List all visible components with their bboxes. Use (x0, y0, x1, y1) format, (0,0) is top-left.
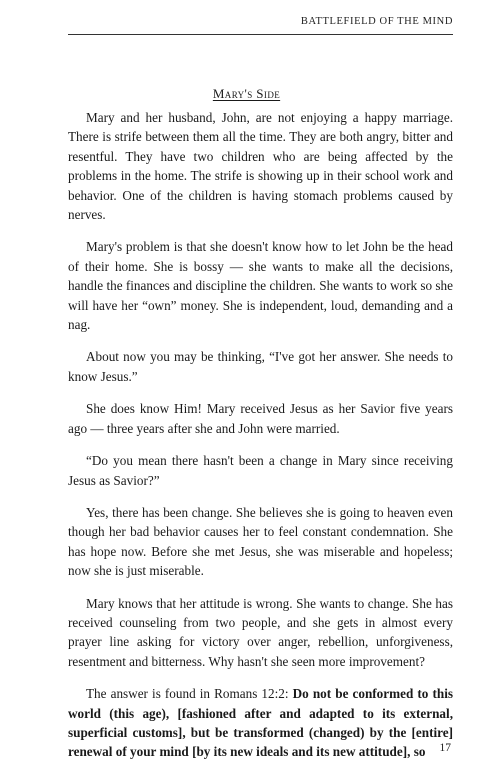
section-title: Mary's Side (212, 86, 281, 101)
paragraph: Yes, there has been change. She believes she is going to heaven even though her bad behavior causes her to feel constant condemnation. She has hope now. Before she met Jesus, she was miserable and hopeless; now she is just miserable. (68, 504, 453, 579)
running-head: BATTLEFIELD OF THE MIND (300, 16, 453, 27)
paragraph: “Do you mean there hasn't been a change in Mary since receiving Jesus as Savior?” (68, 453, 453, 488)
paragraph-scripture (68, 684, 453, 762)
scripture-intro: The answer is found in Romans 12:2: (86, 686, 293, 702)
header-rule (68, 34, 453, 35)
paragraph: Mary and her husband, John, are not enjoying a happy marriage. There is strife between them all the time. They are both angry, bitter and resentful. They have two children who are being affected by the problems in the home. The strife is showing up in their school work and behavior. One of the children is having stomach problems caused by nerves. (68, 110, 453, 223)
paragraph: Mary's problem is that she doesn't know how to let John be the head of their home. She is bossy — she wants to make all the decisions, handle the finances and discipline the children. She wants to work so she will have her “own” money. She is independent, loud, demanding and a nag. (68, 239, 453, 333)
body-text (68, 108, 453, 762)
paragraph: About now you may be thinking, “I've got her answer. She needs to know Jesus.” (68, 349, 453, 384)
page-number: 17 (439, 742, 451, 754)
paragraph: Mary knows that her attitude is wrong. She wants to change. She has received counseling from two people, and she gets in almost every prayer line asking for victory over anger, rebellion, unforgiveness, resentment and bitterness. Why hasn't she seen more improvement? (68, 595, 453, 669)
paragraph: She does know Him! Mary received Jesus as her Savior five years ago — three years after she and John were married. (68, 401, 453, 436)
scripture-quote: Do not be conformed to this world (this age), [fashioned after and adapted to its external, superficial customs], but be transformed (changed) by the [entire] renewal of your mind [by its new ideals and its new attitude], so (68, 686, 453, 760)
